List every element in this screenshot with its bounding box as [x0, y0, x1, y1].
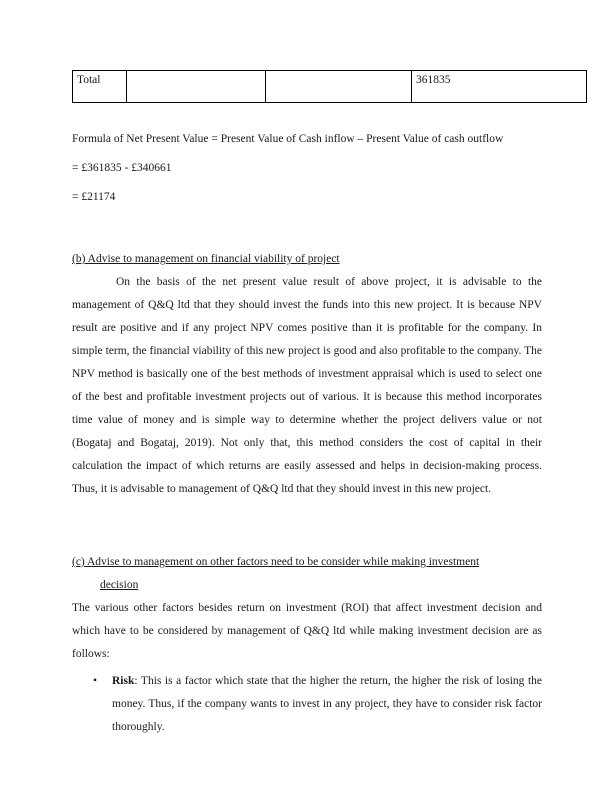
section-c-heading: [72, 551, 542, 597]
document-content: [72, 70, 542, 739]
table-cell-empty-1: [127, 71, 266, 103]
npv-total-table: [72, 70, 587, 103]
table-cell-label: Total: [73, 71, 127, 103]
section-b: [72, 248, 542, 501]
section-b-heading: (b) Advise to management on financial viability of project: [72, 253, 340, 265]
factor-term: Risk: [112, 675, 135, 687]
section-c-heading-line2: decision: [100, 579, 139, 591]
formula-line-subtraction: = £361835 - £340661: [72, 162, 172, 174]
formula-line-result: = £21174: [72, 191, 116, 203]
section-c: [72, 551, 542, 739]
factor-description: This is a factor which state that the higher the return, the higher the risk of losing the money. Thus, if the company wants to invest in any project, they have to consider risk factor thoroughly.: [112, 675, 542, 733]
bullet-icon: •: [93, 675, 98, 687]
table-cell-total-value: 361835: [412, 71, 587, 103]
table-row: [73, 71, 587, 103]
formula-line-definition: Formula of Net Present Value = Present Value of Cash inflow – Present Value of cash outflow: [72, 133, 504, 145]
list-item: [72, 670, 542, 739]
table-cell-empty-2: [266, 71, 412, 103]
section-c-heading-line1: (c) Advise to management on other factors need to be consider while making investment: [72, 556, 480, 568]
factors-list: [72, 670, 542, 739]
section-b-paragraph: On the basis of the net present value result of above project, it is advisable to the management of Q&Q ltd that they should invest the funds into this new project. It is because NPV result are positive and if any project NPV comes positive than it is profitable for the company. In simple term, the financial viability of this new project is good and also profitable to the company. The NPV method is basically one of the best methods of investment appraisal which is used to select one of the best and profitable investment projects out of various. It is because this method incorporates time value of money and is simple way to determine whether the project delivers value or not (Bogataj and Bogataj, 2019). Not only that, this method considers the cost of capital in their calculation the impact of which returns are easily assessed and helps in decision-making process. Thus, it is advisable to management of Q&Q ltd that they should invest in this new project.: [72, 276, 542, 495]
section-c-paragraph: The various other factors besides return on investment (ROI) that affect investment decision and which have to be considered by management of Q&Q ltd while making investment decision are as follows:: [72, 602, 542, 660]
factor-separator: :: [134, 675, 138, 687]
table-body: [73, 71, 587, 103]
npv-formula-block: [72, 132, 542, 204]
